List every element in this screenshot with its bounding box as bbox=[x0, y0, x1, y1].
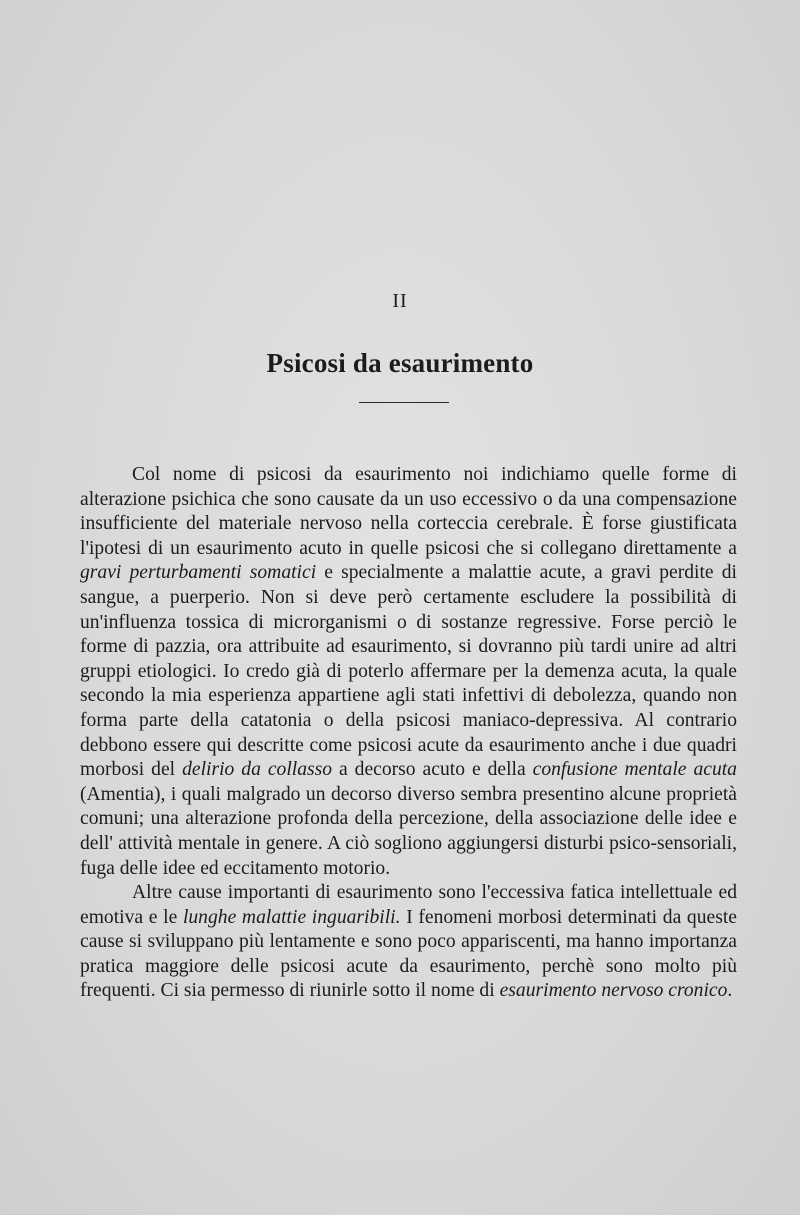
paragraph-1-italic-2: delirio da collasso bbox=[182, 759, 333, 781]
chapter-number: II bbox=[392, 290, 408, 312]
paragraph-2-italic-1: lunghe malattie inguaribili. bbox=[182, 906, 401, 928]
paragraph-2-text-2: I fenomeni morbosi determinati da queste cause si sviluppano più lentamente e sono poco appariscenti, ma hanno importanza pratica maggiore delle psicosi acute da esaurimento, perchè sono molto più frequenti. Ci sia permesso di riunirle sotto il nome di bbox=[80, 906, 737, 1002]
paragraph-2-text-3: . bbox=[727, 980, 733, 1002]
paragraph-1-italic-3: confusione mentale acuta bbox=[532, 759, 737, 781]
paragraph-1 bbox=[80, 463, 737, 881]
chapter-body bbox=[80, 463, 737, 1004]
paragraph-2 bbox=[80, 881, 737, 1004]
paragraph-1-text-4: (Amentia), i quali malgrado un decorso diverso sembra presentino alcune proprietà comuni; una alterazione profonda della percezione, della associazione delle idee e dell' attività mentale in genere. A ciò sogliono aggiungersi disturbi psico-sensoriali, fuga delle idee ed eccitamento motorio. bbox=[80, 783, 737, 879]
paragraph-1-italic-1: gravi perturbamenti somatici bbox=[80, 562, 317, 584]
paragraph-1-text-2: e specialmente a malattie acute, a gravi perdite di sangue, a puerperio. Non si deve però certamente escludere la possibilità di un'influenza tossica di microrganismi o di sostanze regressive. Forse perciò le forme di pazzia, ora attribuite ad esaurimento, si dovranno più tardi unire ad altri gruppi etiologici. Io credo già di poterlo affermare per la demenza acuta, la quale secondo la mia esperienza appartiene agli stati infettivi di debolezza, quando non forma parte della catatonia o della psicosi maniaco-depressiva. Al contrario debbono essere qui descritte come psicosi acute da esaurimento anche i due quadri morbosi del bbox=[80, 562, 738, 781]
paragraph-1-text-3: a decorso acuto e della bbox=[332, 759, 533, 781]
paragraph-2-text-1: Altre cause importanti di esaurimento sono l'eccessiva fatica intellettuale ed emotiva e le bbox=[80, 882, 737, 928]
paragraph-1-text-1: Col nome di psicosi da esaurimento noi indichiamo quelle forme di alterazione psichica che sono causate da un uso eccessivo o da una compensazione insufficiente del materiale nervoso nella corteccia cerebrale. È forse giustificata l'ipotesi di un esaurimento acuto in quelle psicosi che si collegano direttamente a bbox=[80, 464, 737, 559]
chapter-title: Psicosi da esaurimento bbox=[266, 348, 534, 378]
paragraph-2-italic-2: esaurimento nervoso cronico bbox=[499, 980, 728, 1002]
title-divider bbox=[359, 402, 449, 403]
